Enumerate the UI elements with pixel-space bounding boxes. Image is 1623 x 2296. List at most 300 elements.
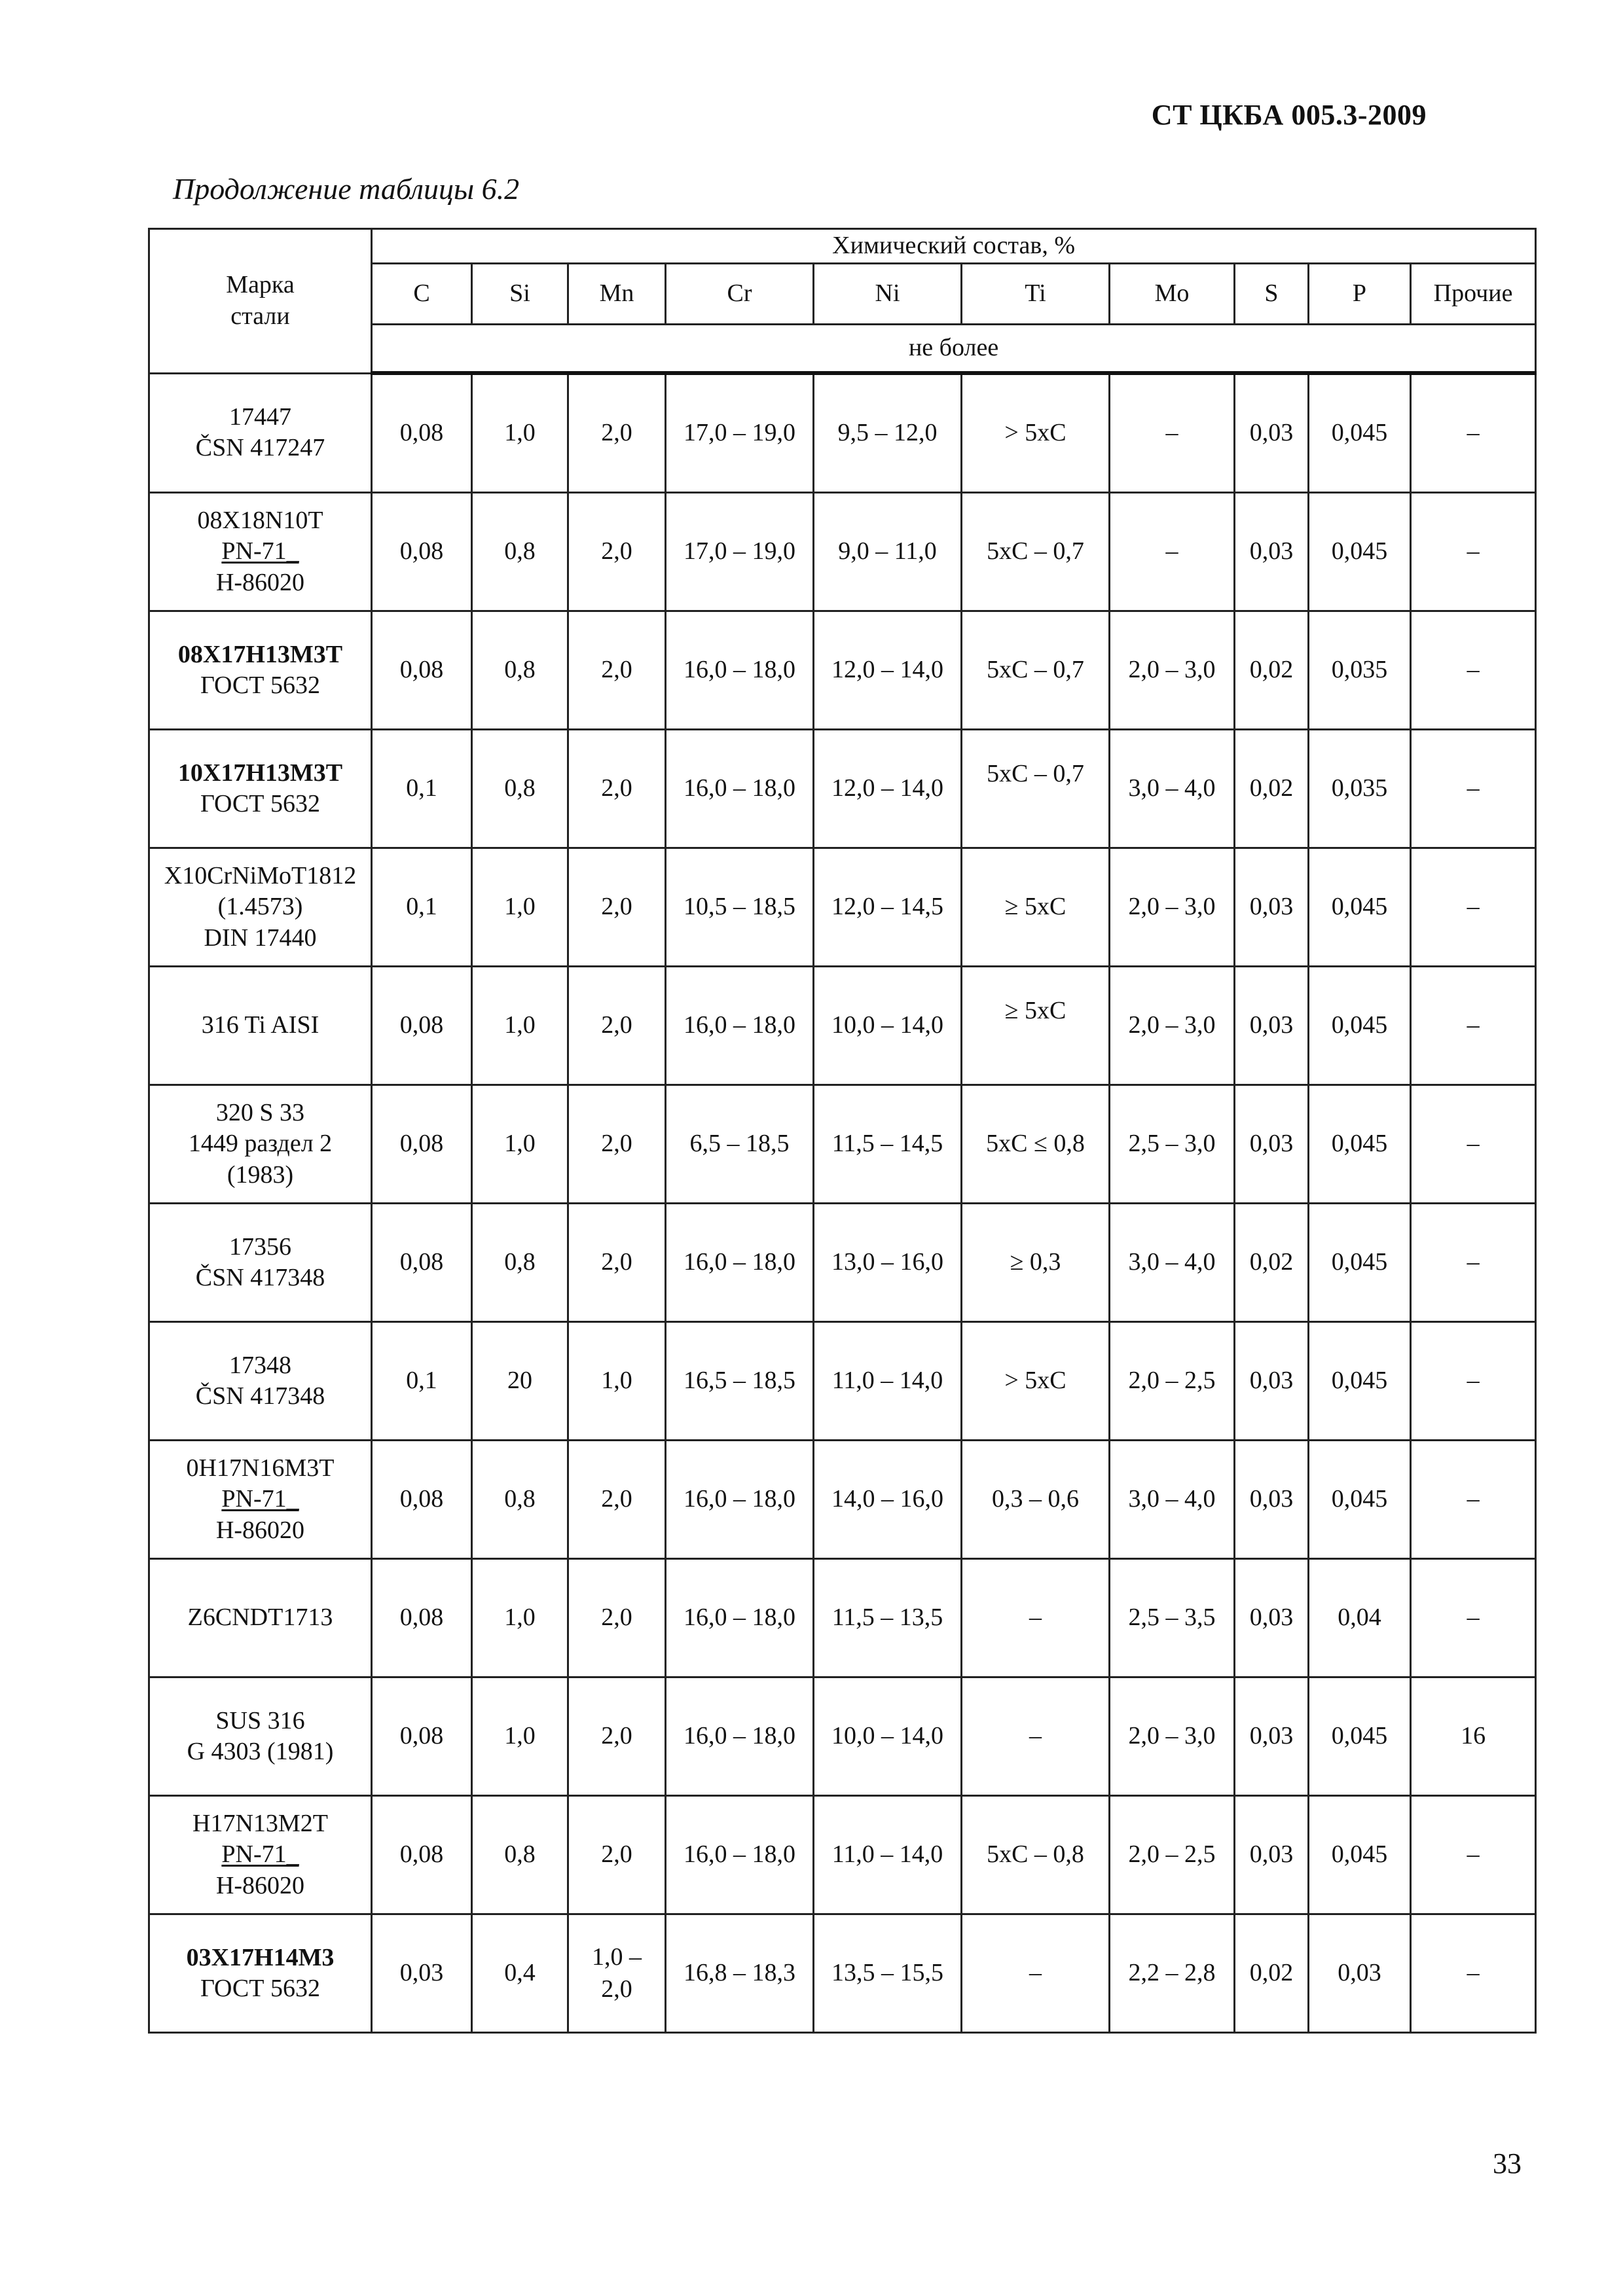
page-number: 33 [1493, 2147, 1522, 2179]
value-cell-other [1411, 611, 1536, 730]
value-cell-other [1411, 1677, 1536, 1796]
value-cell-mo [1110, 1441, 1235, 1559]
steel-grade-cell [149, 1796, 372, 1914]
value-cell-mn [568, 1441, 666, 1559]
value-cell-other [1411, 967, 1536, 1085]
value-cell-cr [666, 1796, 814, 1914]
value-cell-p [1309, 1796, 1411, 1914]
steel-grade-line: 1449 раздел 2 [188, 1130, 333, 1158]
value-cell-mo [1110, 848, 1235, 967]
value-text: – [1467, 1604, 1480, 1632]
steel-grade-line: 17348 [229, 1351, 291, 1379]
value-cell-s [1235, 373, 1309, 493]
value-cell-other [1411, 1322, 1536, 1441]
document-code: СТ ЦКБА 005.3-2009 [1151, 99, 1427, 131]
value-cell-mn [568, 1322, 666, 1441]
steel-grade-line: DIN 17440 [204, 924, 317, 952]
value-cell-ti [962, 1559, 1110, 1677]
table-row [149, 373, 1536, 493]
value-text: – [1165, 537, 1178, 565]
value-text: – [1467, 656, 1480, 684]
steel-grade-line: H-86020 [215, 1516, 305, 1544]
value-text: 16,5 – 18,5 [684, 1367, 795, 1395]
steel-grade-line: 17447 [229, 403, 291, 431]
value-cell-c [372, 1204, 472, 1322]
value-cell-s [1235, 1441, 1309, 1559]
value-text: 0,045 [1331, 1130, 1388, 1158]
table-row [149, 730, 1536, 848]
value-cell-p [1309, 1322, 1411, 1441]
value-text: 5хС ≤ 0,8 [986, 1130, 1085, 1158]
value-text: 0,03 [1249, 1485, 1294, 1513]
value-text: 2,0 [601, 419, 632, 447]
steel-grade-cell [149, 730, 372, 848]
value-cell-p [1309, 1204, 1411, 1322]
value-text: 1,0 [601, 1367, 632, 1395]
value-text: 2,0 – 2,5 [1128, 1840, 1216, 1869]
steel-grade-line: 10Х17Н13М3Т [177, 759, 343, 787]
value-cell-other [1411, 1441, 1536, 1559]
steel-grade-line: G 4303 (1981) [187, 1738, 334, 1765]
element-header-s: S [1235, 264, 1309, 325]
value-cell-mo [1110, 1796, 1235, 1914]
value-cell-mn [568, 1559, 666, 1677]
value-cell-mn [568, 848, 666, 967]
value-text: 20 [507, 1367, 532, 1395]
value-text: 0,8 [504, 1248, 536, 1276]
value-text: – [1029, 1959, 1042, 1987]
value-text: 10,0 – 14,0 [831, 1011, 943, 1039]
steel-grade-cell [149, 1441, 372, 1559]
value-text: > 5хС [1004, 419, 1067, 447]
table-row [149, 1085, 1536, 1204]
steel-grade-line: H17N13M2T [192, 1809, 328, 1837]
value-text: 3,0 – 4,0 [1128, 1485, 1216, 1513]
value-cell-si [472, 1322, 568, 1441]
steel-grade-cell [149, 967, 372, 1085]
value-cell-mn [568, 730, 666, 848]
value-text: 0,8 [504, 656, 536, 684]
element-header-p: P [1309, 264, 1411, 325]
value-cell-ni [814, 1322, 962, 1441]
value-cell-s [1235, 611, 1309, 730]
value-cell-si [472, 848, 568, 967]
value-cell-other [1411, 730, 1536, 848]
value-text: – [1467, 1248, 1480, 1276]
value-cell-p [1309, 611, 1411, 730]
value-text: 0,08 [399, 1722, 444, 1750]
value-cell-c [372, 611, 472, 730]
value-text: ≥ 5хС [1004, 893, 1067, 921]
value-cell-ni [814, 1677, 962, 1796]
steel-grade-cell [149, 848, 372, 967]
value-text: 11,5 – 13,5 [831, 1604, 943, 1632]
value-text: 0,03 [1338, 1959, 1381, 1987]
value-text: 17,0 – 19,0 [684, 537, 795, 565]
element-header-si: Si [472, 264, 568, 325]
value-cell-ni [814, 1914, 962, 2033]
value-text: – [1467, 774, 1480, 802]
value-cell-ni [814, 1796, 962, 1914]
value-cell-other [1411, 848, 1536, 967]
value-cell-s [1235, 848, 1309, 967]
value-text: 5хС – 0,7 [987, 537, 1084, 565]
value-text: 10,0 – 14,0 [831, 1722, 943, 1750]
value-cell-c [372, 1796, 472, 1914]
value-text: 0,08 [399, 1248, 444, 1276]
value-text: 1,0 [504, 419, 536, 447]
value-cell-s [1235, 1322, 1309, 1441]
value-text: 0,045 [1331, 1367, 1388, 1395]
value-cell-si [472, 1796, 568, 1914]
value-cell-c [372, 1559, 472, 1677]
value-cell-c [372, 1322, 472, 1441]
value-cell-ni [814, 730, 962, 848]
steel-grade-line: PN-71_ [221, 537, 299, 565]
table-row [149, 611, 1536, 730]
value-cell-cr [666, 611, 814, 730]
value-text: 12,0 – 14,5 [831, 893, 943, 921]
value-cell-mn [568, 493, 666, 611]
value-text: 0,03 [1249, 537, 1294, 565]
value-text: – [1467, 1367, 1480, 1395]
value-cell-s [1235, 1204, 1309, 1322]
value-text: 3,0 – 4,0 [1128, 1248, 1216, 1276]
steel-grade-line: 08Х17Н13М3Т [177, 640, 343, 668]
composition-header: Химический состав, % [372, 229, 1536, 264]
steel-grade-cell [149, 1677, 372, 1796]
steel-grade-cell [149, 1559, 372, 1677]
value-cell-c [372, 1441, 472, 1559]
value-cell-ni [814, 493, 962, 611]
value-cell-mn [568, 1914, 666, 2033]
value-text: 0,045 [1331, 1840, 1388, 1869]
value-text: 0,03 [1249, 1722, 1294, 1750]
value-cell-si [472, 1677, 568, 1796]
value-text: 2,0 [601, 1722, 632, 1750]
value-cell-p [1309, 1559, 1411, 1677]
value-cell-other [1411, 1559, 1536, 1677]
value-cell-ni [814, 373, 962, 493]
value-text: 0,045 [1331, 1722, 1388, 1750]
steel-grade-line: H-86020 [215, 568, 305, 596]
value-cell-si [472, 1204, 568, 1322]
value-text: 16,0 – 18,0 [684, 1011, 795, 1039]
value-text: 1,0 [504, 1011, 536, 1039]
value-cell-c [372, 493, 472, 611]
value-text: 1,0 [504, 893, 536, 921]
value-cell-cr [666, 493, 814, 611]
value-cell-mo [1110, 1559, 1235, 1677]
value-text: 0,045 [1331, 1011, 1388, 1039]
steel-grade-line: (1.4573) [217, 893, 303, 921]
value-cell-mo [1110, 1204, 1235, 1322]
steel-grade-line: PN-71_ [221, 1485, 299, 1513]
value-text: 5хС – 0,8 [987, 1840, 1084, 1869]
table-row [149, 493, 1536, 611]
value-text: 17,0 – 19,0 [684, 419, 795, 447]
value-text: 13,0 – 16,0 [831, 1248, 943, 1276]
value-text: 16 [1461, 1722, 1486, 1750]
table-row [149, 1796, 1536, 1914]
value-text: 2,0 – 3,0 [1128, 1722, 1216, 1750]
chemical-composition-table [148, 228, 1537, 2034]
value-text: 2,0 [601, 893, 632, 921]
value-cell-mn [568, 1796, 666, 1914]
value-cell-ti [962, 967, 1110, 1085]
value-cell-other [1411, 373, 1536, 493]
value-cell-ti [962, 1085, 1110, 1204]
value-text: 1,0 [504, 1130, 536, 1158]
value-cell-cr [666, 373, 814, 493]
value-text: 0,045 [1331, 1485, 1388, 1513]
element-header-mo: Mo [1110, 264, 1235, 325]
table-row [149, 1322, 1536, 1441]
steel-grade-line: (1983) [227, 1160, 294, 1189]
value-cell-cr [666, 1914, 814, 2033]
value-cell-ti [962, 1914, 1110, 2033]
value-text: 2,0 [601, 1011, 632, 1039]
value-text: ≥ 0,3 [1010, 1248, 1061, 1276]
value-text: 2,0 – 3,0 [1128, 656, 1216, 684]
value-cell-mn [568, 373, 666, 493]
value-text: 0,02 [1249, 1248, 1294, 1276]
value-cell-ni [814, 1204, 962, 1322]
value-text: 1,0 [504, 1604, 536, 1632]
value-text: 0,03 [1249, 1840, 1294, 1869]
value-text: 2,0 [601, 1840, 632, 1869]
value-text: – [1467, 893, 1480, 921]
value-cell-cr [666, 1204, 814, 1322]
value-text: 2,0 [601, 1248, 632, 1276]
steel-grade-line: ČSN 417247 [195, 434, 325, 462]
value-cell-c [372, 848, 472, 967]
value-text: 14,0 – 16,0 [831, 1485, 943, 1513]
value-text: 0,1 [406, 1367, 437, 1395]
value-text: – [1467, 1485, 1480, 1513]
value-text: > 5хС [1004, 1367, 1067, 1395]
value-text: 12,0 – 14,0 [831, 656, 943, 684]
value-cell-mn [568, 1085, 666, 1204]
value-cell-mo [1110, 1085, 1235, 1204]
value-cell-other [1411, 1085, 1536, 1204]
value-cell-ti [962, 1796, 1110, 1914]
value-cell-s [1235, 493, 1309, 611]
value-text: 0,03 [399, 1959, 444, 1987]
steel-grade-line: ГОСТ 5632 [200, 790, 320, 817]
steel-grade-line: 320 S 33 [215, 1098, 305, 1126]
value-text: 2,2 – 2,8 [1128, 1959, 1216, 1987]
value-cell-ti [962, 1204, 1110, 1322]
value-text: 0,08 [399, 1604, 444, 1632]
value-text: 2,0 [601, 1485, 632, 1513]
value-cell-p [1309, 493, 1411, 611]
value-text: 2,0 [601, 1604, 632, 1632]
value-text: 5хС – 0,7 [987, 656, 1084, 684]
value-text: 16,0 – 18,0 [684, 1840, 795, 1869]
value-cell-p [1309, 373, 1411, 493]
value-text: 3,0 – 4,0 [1128, 774, 1216, 802]
table-row [149, 1677, 1536, 1796]
value-text: 11,5 – 14,5 [831, 1130, 943, 1158]
value-cell-si [472, 373, 568, 493]
steel-grade-line: PN-71_ [221, 1840, 299, 1869]
value-text: 10,5 – 18,5 [684, 893, 795, 921]
value-text: 0,08 [399, 656, 444, 684]
value-cell-mn [568, 611, 666, 730]
value-cell-other [1411, 1914, 1536, 2033]
value-text: 0,8 [504, 774, 536, 802]
steel-grade-cell [149, 1322, 372, 1441]
value-text: 5хС – 0,7 [987, 760, 1084, 788]
value-cell-c [372, 1914, 472, 2033]
steel-grade-line: SUS 316 [215, 1706, 305, 1734]
value-text: 0,1 [406, 893, 437, 921]
value-text: 6,5 – 18,5 [689, 1130, 790, 1158]
value-text: 16,0 – 18,0 [684, 774, 795, 802]
value-cell-ti [962, 1441, 1110, 1559]
value-cell-s [1235, 1796, 1309, 1914]
value-cell-ti [962, 373, 1110, 493]
value-text: 12,0 – 14,0 [831, 774, 943, 802]
value-text: 2,0 [601, 537, 632, 565]
value-cell-si [472, 730, 568, 848]
grade-header-line-1: Марка [226, 271, 295, 299]
value-text: 0,8 [504, 1840, 536, 1869]
element-header-other: Прочие [1411, 264, 1536, 325]
value-cell-mn [568, 1677, 666, 1796]
grade-header-line-2: стали [230, 302, 290, 330]
value-text: 0,045 [1331, 893, 1388, 921]
steel-grade-line: ČSN 417348 [195, 1382, 325, 1410]
value-cell-mn [568, 967, 666, 1085]
value-cell-si [472, 1914, 568, 2033]
value-cell-s [1235, 1085, 1309, 1204]
table-caption: Продолжение таблицы 6.2 [173, 172, 520, 206]
steel-grade-line: 03Х17Н14М3 [186, 1943, 335, 1971]
value-cell-ni [814, 848, 962, 967]
value-cell-cr [666, 1441, 814, 1559]
value-cell-c [372, 1677, 472, 1796]
value-text: 16,0 – 18,0 [684, 1485, 795, 1513]
value-text: 0,08 [399, 1485, 444, 1513]
value-text: 1,0 [504, 1722, 536, 1750]
steel-grade-cell [149, 611, 372, 730]
value-cell-cr [666, 730, 814, 848]
value-cell-cr [666, 1677, 814, 1796]
value-text: 2,0 – 3,0 [1128, 1011, 1216, 1039]
value-cell-mo [1110, 493, 1235, 611]
value-cell-p [1309, 967, 1411, 1085]
value-text: – [1467, 1130, 1480, 1158]
value-cell-s [1235, 1677, 1309, 1796]
steel-grade-cell [149, 1204, 372, 1322]
limit-note: не более [372, 325, 1536, 374]
value-text: 11,0 – 14,0 [831, 1367, 943, 1395]
value-cell-other [1411, 493, 1536, 611]
value-cell-cr [666, 1322, 814, 1441]
value-cell-mo [1110, 730, 1235, 848]
element-header-cr: Cr [666, 264, 814, 325]
value-cell-p [1309, 1677, 1411, 1796]
value-cell-ni [814, 1085, 962, 1204]
value-text: – [1467, 1959, 1480, 1987]
steel-grade-cell [149, 493, 372, 611]
value-text: 0,03 [1249, 1130, 1294, 1158]
steel-grade-cell [149, 1914, 372, 2033]
steel-grade-line: H-86020 [215, 1871, 305, 1899]
value-text: 0,08 [399, 1840, 444, 1869]
value-text: 13,5 – 15,5 [831, 1959, 943, 1987]
value-cell-ni [814, 967, 962, 1085]
value-text: 0,02 [1249, 656, 1294, 684]
value-cell-ti [962, 730, 1110, 848]
value-text: 0,1 [406, 774, 437, 802]
value-text: 16,0 – 18,0 [684, 1722, 795, 1750]
value-cell-mo [1110, 967, 1235, 1085]
value-cell-p [1309, 1914, 1411, 2033]
steel-grade-cell [149, 373, 372, 493]
steel-grade-line: ГОСТ 5632 [200, 1975, 320, 2002]
value-cell-p [1309, 1085, 1411, 1204]
value-text: – [1029, 1722, 1042, 1750]
value-text: – [1029, 1604, 1042, 1632]
value-cell-other [1411, 1796, 1536, 1914]
value-cell-s [1235, 730, 1309, 848]
value-cell-cr [666, 1559, 814, 1677]
value-cell-ti [962, 848, 1110, 967]
value-text: 0,03 [1249, 419, 1294, 447]
value-cell-s [1235, 1559, 1309, 1677]
value-text: 16,0 – 18,0 [684, 1604, 795, 1632]
value-cell-p [1309, 1441, 1411, 1559]
steel-grade-cell [149, 1085, 372, 1204]
value-cell-other [1411, 1204, 1536, 1322]
value-text: ≥ 5хС [1004, 997, 1067, 1025]
value-text: 0,045 [1331, 1248, 1388, 1276]
value-text: 16,0 – 18,0 [684, 1248, 795, 1276]
value-cell-s [1235, 1914, 1309, 2033]
value-text: 0,035 [1331, 656, 1388, 684]
value-cell-ti [962, 1677, 1110, 1796]
value-text: 0,03 [1249, 1604, 1294, 1632]
element-header-c: C [372, 264, 472, 325]
value-text: 0,045 [1331, 419, 1388, 447]
value-cell-si [472, 1085, 568, 1204]
value-text: 0,08 [399, 1130, 444, 1158]
grade-column-header [149, 229, 372, 374]
value-text: 0,08 [399, 419, 444, 447]
steel-grade-line: 0H17N16M3T [186, 1454, 335, 1482]
value-cell-c [372, 373, 472, 493]
value-cell-si [472, 493, 568, 611]
value-text: 16,0 – 18,0 [684, 656, 795, 684]
table-row [149, 848, 1536, 967]
value-text: 0,02 [1249, 1959, 1294, 1987]
value-text: 2,0 – 3,0 [1128, 893, 1216, 921]
value-cell-mn [568, 1204, 666, 1322]
value-cell-ti [962, 611, 1110, 730]
value-text: 11,0 – 14,0 [831, 1840, 943, 1869]
value-text: 0,04 [1338, 1604, 1381, 1632]
value-text: 0,4 [504, 1959, 536, 1987]
value-cell-cr [666, 967, 814, 1085]
table-row [149, 1559, 1536, 1677]
value-text: – [1165, 419, 1178, 447]
value-text: – [1467, 419, 1480, 447]
value-text: 0,02 [1249, 774, 1294, 802]
value-cell-cr [666, 848, 814, 967]
